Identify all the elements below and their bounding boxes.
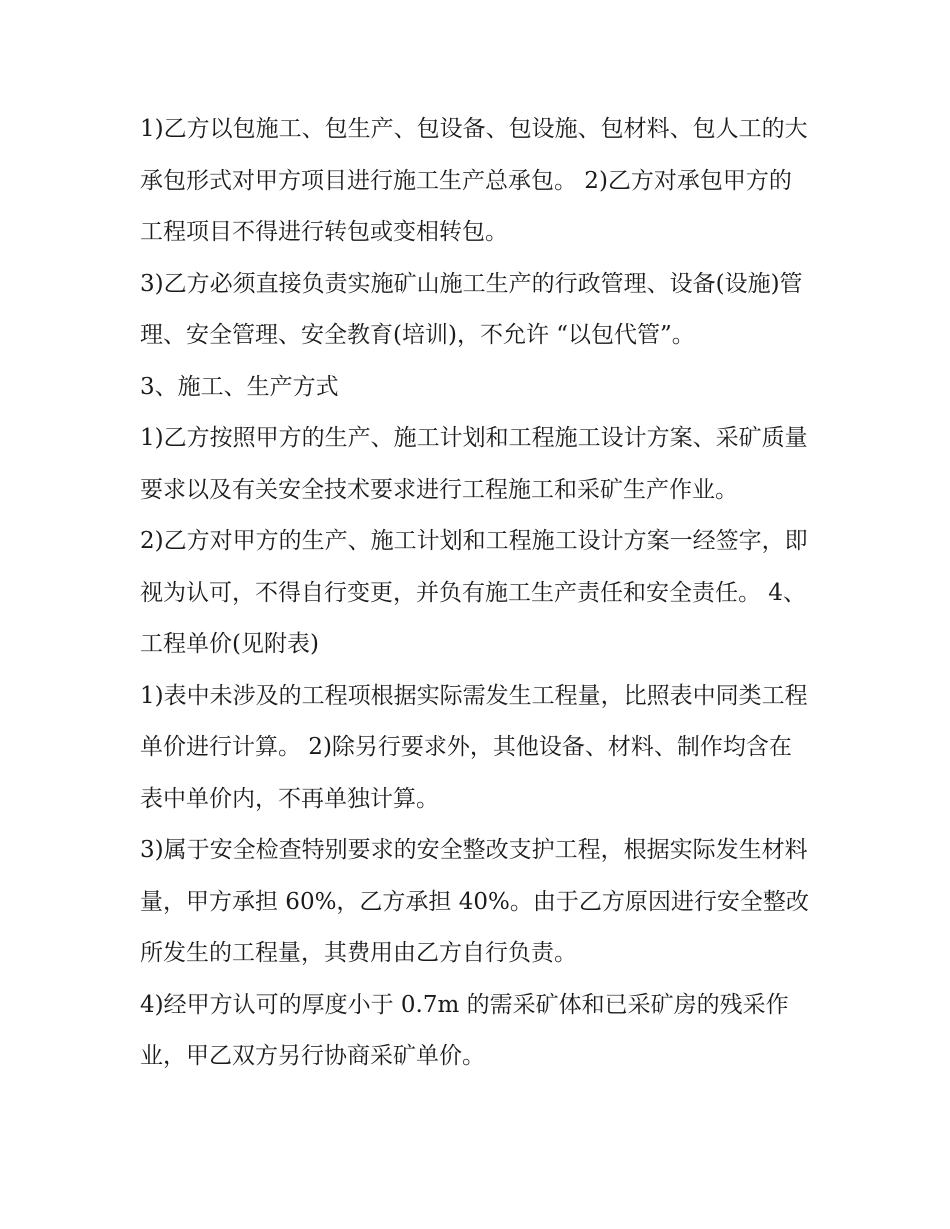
paragraph-residual-mining: 4)经甲方认可的厚度小于 0.7m 的需采矿体和已采矿房的残采作业，甲乙双方另行协商采矿单价。 xyxy=(140,991,789,1069)
section-heading-construction-method: 3、施工、生产方式 xyxy=(140,373,339,400)
paragraph-plan-signed: 2)乙方对甲方的生产、施工计划和工程施工设计方案一经签字，即视为认可，不得自行变更，并负有施工生产责任和安全责任。 4、工程单价(见附表) xyxy=(140,528,808,657)
document-body xyxy=(140,104,812,1083)
paragraph-safety-rectification: 3)属于安全检查特别要求的安全整改支护工程，根据实际发生材料量，甲方承担 60%，乙方承担 40%。由于乙方原因进行安全整改所发生的工程量，其费用由乙方自行负责。 xyxy=(140,837,809,966)
paragraph-unit-price-calculation: 1)表中未涉及的工程项根据实际需发生工程量，比照表中同类工程单价进行计算。 2)除另行要求外，其他设备、材料、制作均含在表中单价内，不再单独计算。 xyxy=(140,682,808,812)
paragraph-contract-form: 1)乙方以包施工、包生产、包设备、包设施、包材料、包人工的大承包形式对甲方项目进行施工生产总承包。 2)乙方对承包甲方的工程项目不得进行转包或变相转包。 xyxy=(140,116,808,245)
paragraph-direct-management: 3)乙方必须直接负责实施矿山施工生产的行政管理、设备(设施)管理、安全管理、安全教育(培训)，不允许 “以包代管”。 xyxy=(140,270,803,348)
paragraph-follow-plan: 1)乙方按照甲方的生产、施工计划和工程施工设计方案、采矿质量要求以及有关安全技术要求进行工程施工和采矿生产作业。 xyxy=(140,425,808,503)
